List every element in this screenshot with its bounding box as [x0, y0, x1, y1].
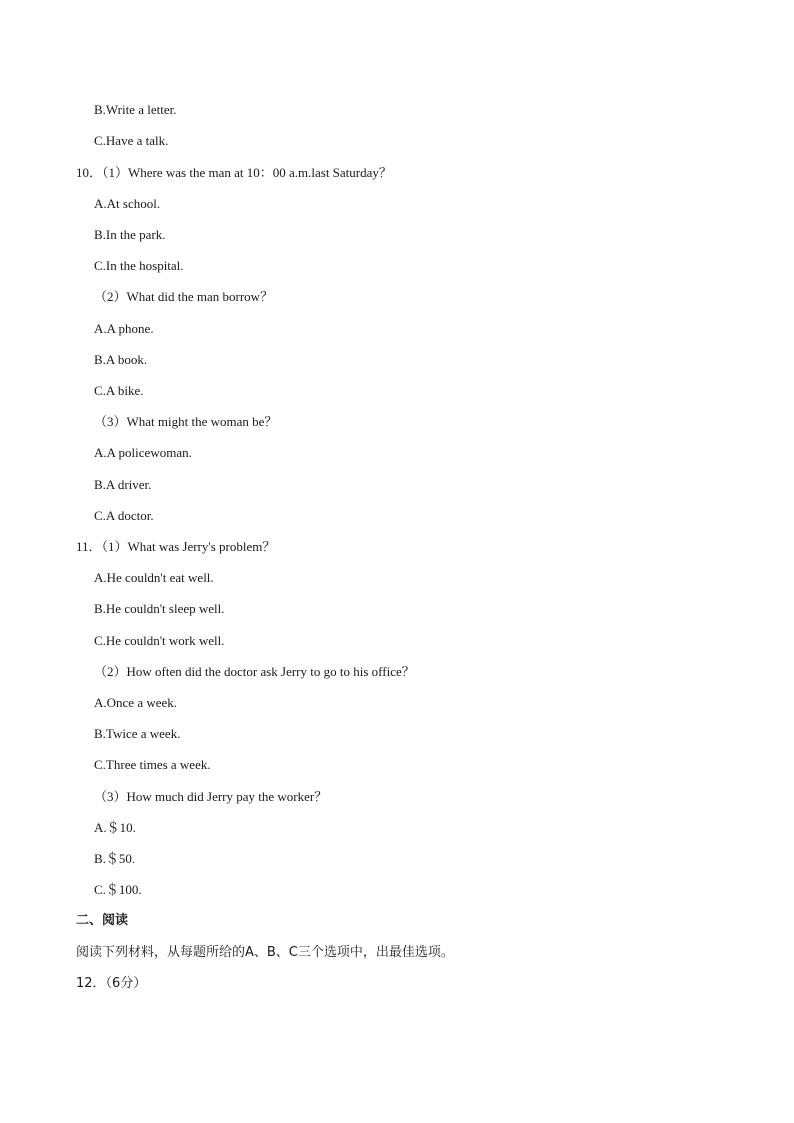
- question-11-part-2: （2）How often did the doctor ask Jerry to go to his office？: [94, 664, 415, 679]
- option-10-3c: C.A doctor.: [94, 508, 154, 523]
- option-11-1a: A.He couldn't eat well.: [94, 570, 214, 585]
- option-11-1b: B.He couldn't sleep well.: [94, 601, 225, 616]
- question-11-part-1: 11．（1）What was Jerry's problem？: [76, 539, 276, 554]
- option-11-3b: B.＄50.: [94, 851, 136, 866]
- question-10-part-1: 10．（1）Where was the man at 10：00 a.m.last Saturday？: [76, 165, 392, 180]
- option-10-1b: B.In the park.: [94, 227, 166, 242]
- question-10-part-2: （2）What did the man borrow？: [94, 289, 274, 304]
- option-10-3a: A.A policewoman.: [94, 445, 192, 460]
- option-11-3c: C.＄100.: [94, 882, 142, 897]
- option-10-2b: B.A book.: [94, 352, 148, 367]
- option-10-3b: B.A driver.: [94, 477, 152, 492]
- option-10-2c: C.A bike.: [94, 383, 144, 398]
- option-9b: B.Write a letter.: [94, 102, 177, 117]
- option-9c: C.Have a talk.: [94, 133, 169, 148]
- option-11-2a: A.Once a week.: [94, 695, 178, 710]
- option-10-2a: A.A phone.: [94, 321, 154, 336]
- section-instructions: 阅读下列材料，从每题所给的A、B、C三个选项中，出最佳选项。: [76, 945, 454, 960]
- question-10-part-3: （3）What might the woman be？: [94, 414, 278, 429]
- option-11-3a: A.＄10.: [94, 820, 136, 835]
- option-10-1c: C.In the hospital.: [94, 258, 184, 273]
- option-10-1a: A.At school.: [94, 196, 161, 211]
- question-11-part-3: （3）How much did Jerry pay the worker？: [94, 789, 328, 804]
- section-heading-reading: 二、阅读: [76, 913, 129, 928]
- option-11-2b: B.Twice a week.: [94, 726, 181, 741]
- question-12-header: 12．（6分）: [76, 976, 147, 991]
- option-11-1c: C.He couldn't work well.: [94, 633, 225, 648]
- option-11-2c: C.Three times a week.: [94, 757, 211, 772]
